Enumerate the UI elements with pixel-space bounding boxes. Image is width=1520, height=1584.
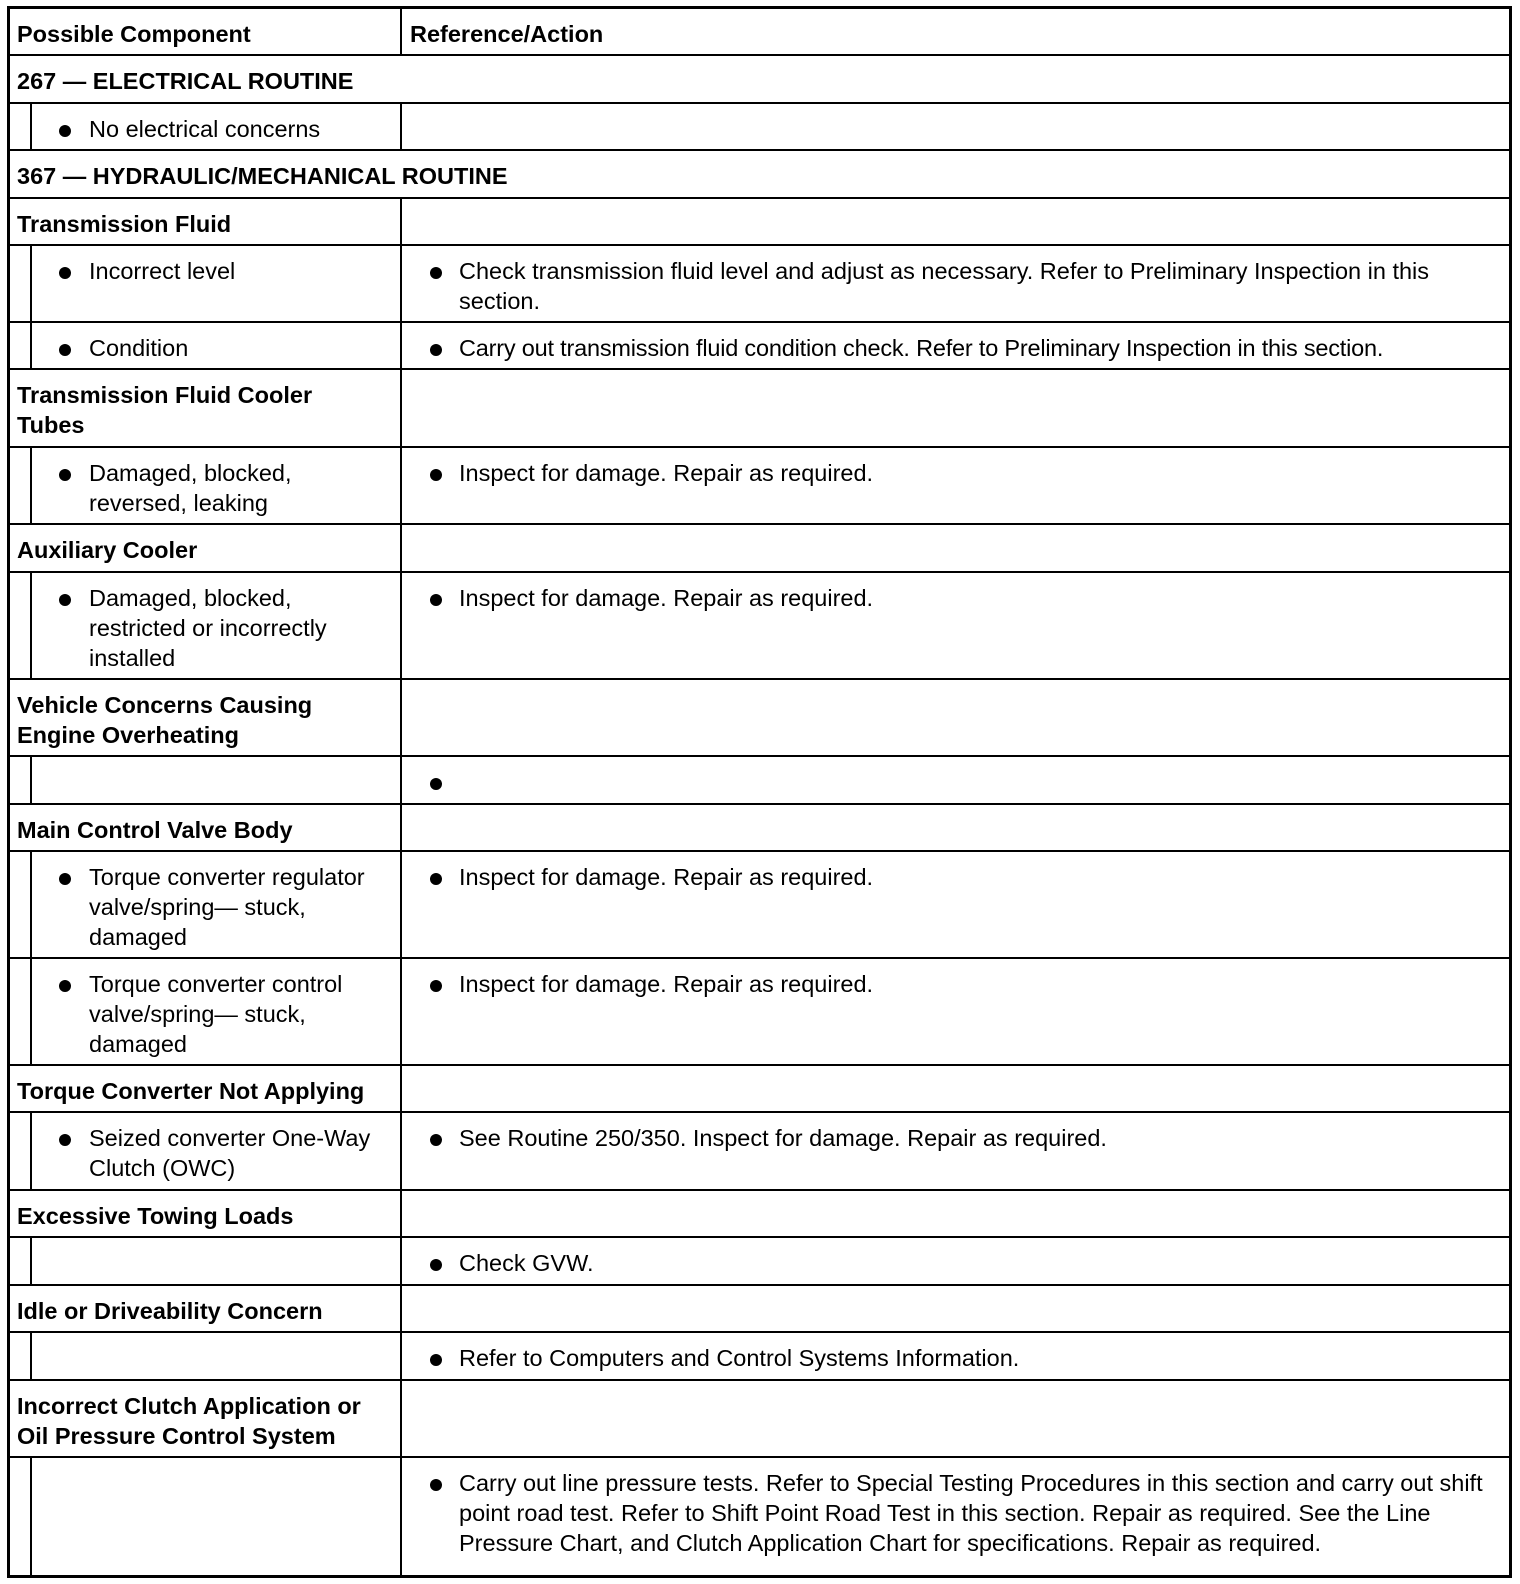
component-cell xyxy=(30,1458,402,1575)
component-text: No electrical concerns xyxy=(89,116,321,142)
component-cell xyxy=(30,323,402,368)
component-group-row xyxy=(10,1066,1509,1113)
table-row xyxy=(10,1113,1509,1191)
action-text: See Routine 250/350. Inspect for damage. Repair as required. xyxy=(459,1125,1107,1151)
component-text: Damaged, blocked, restricted or incorrectly installed xyxy=(89,585,327,671)
action-cell xyxy=(402,525,1509,571)
component-cell xyxy=(30,573,402,678)
component-group-row xyxy=(10,805,1509,852)
bullet-icon xyxy=(430,873,442,885)
action-cell xyxy=(402,370,1509,446)
routine-heading-row xyxy=(10,151,1509,199)
action-text: Refer to Computers and Control Systems Information. xyxy=(459,1345,1020,1371)
action-text: Inspect for damage. Repair as required. xyxy=(459,460,874,486)
component-cell xyxy=(30,959,402,1064)
action-text: Inspect for damage. Repair as required. xyxy=(459,864,874,890)
bullet-icon xyxy=(430,1134,442,1146)
action-cell xyxy=(402,1286,1509,1331)
table-row xyxy=(10,104,1509,151)
action-text: Inspect for damage. Repair as required. xyxy=(459,585,874,611)
component-text: Condition xyxy=(89,335,189,361)
bullet-icon xyxy=(59,594,71,606)
component-group-label: Main Control Valve Body xyxy=(10,805,402,850)
component-cell xyxy=(30,1333,402,1379)
action-cell xyxy=(402,805,1509,850)
table-row xyxy=(10,1458,1509,1575)
action-text: Check GVW. xyxy=(459,1250,594,1276)
bullet-icon xyxy=(59,267,71,279)
bullet-icon xyxy=(59,873,71,885)
component-group-row xyxy=(10,525,1509,573)
action-cell xyxy=(402,959,1509,1064)
action-text: Check transmission fluid level and adjust as necessary. Refer to Preliminary Inspection in this section. xyxy=(459,258,1430,314)
column-header-reference-action: Reference/Action xyxy=(410,21,604,47)
bullet-icon xyxy=(430,267,442,279)
table-row xyxy=(10,1333,1509,1381)
component-text: Torque converter control valve/spring— stuck, damaged xyxy=(89,971,343,1057)
component-group-label: Incorrect Clutch Application or Oil Pressure Control System xyxy=(10,1381,402,1456)
component-text: Incorrect level xyxy=(89,258,236,284)
action-cell xyxy=(402,1333,1509,1379)
action-cell xyxy=(402,1238,1509,1284)
table-row xyxy=(10,852,1509,959)
component-cell xyxy=(30,852,402,957)
component-group-row xyxy=(10,680,1509,757)
action-cell xyxy=(402,852,1509,957)
bullet-icon xyxy=(59,980,71,992)
routine-heading-row xyxy=(10,56,1509,104)
component-group-row xyxy=(10,370,1509,448)
routine-heading: 367 — HYDRAULIC/MECHANICAL ROUTINE xyxy=(17,163,508,189)
component-group-row xyxy=(10,1381,1509,1458)
bullet-icon xyxy=(59,469,71,481)
action-text: Inspect for damage. Repair as required. xyxy=(459,971,874,997)
component-text: Seized converter One-Way Clutch (OWC) xyxy=(89,1125,371,1181)
component-group-row xyxy=(10,199,1509,246)
action-cell xyxy=(402,1066,1509,1111)
table-row xyxy=(10,573,1509,680)
bullet-icon xyxy=(430,344,442,356)
action-cell xyxy=(402,104,1509,149)
component-group-label: Idle or Driveability Concern xyxy=(10,1286,402,1331)
component-group-label: Auxiliary Cooler xyxy=(10,525,402,571)
action-cell xyxy=(402,573,1509,678)
action-cell xyxy=(402,1191,1509,1236)
component-cell xyxy=(30,448,402,523)
bullet-icon xyxy=(430,1479,442,1491)
component-cell xyxy=(30,246,402,321)
component-cell xyxy=(30,1113,402,1189)
action-text: Carry out transmission fluid condition check. Refer to Preliminary Inspection in this section. xyxy=(459,335,1384,361)
component-group-label: Transmission Fluid xyxy=(10,199,402,244)
action-cell xyxy=(402,680,1509,755)
bullet-icon xyxy=(59,344,71,356)
column-header-possible-component: Possible Component xyxy=(10,9,402,54)
component-group-label: Torque Converter Not Applying xyxy=(10,1066,402,1111)
action-cell xyxy=(402,246,1509,321)
action-cell xyxy=(402,757,1509,803)
table-row xyxy=(10,448,1509,525)
component-cell xyxy=(30,104,402,149)
bullet-icon xyxy=(59,125,71,137)
bullet-icon xyxy=(430,778,442,790)
action-cell xyxy=(402,1113,1509,1189)
component-group-row xyxy=(10,1286,1509,1333)
component-text: Torque converter regulator valve/spring— stuck, damaged xyxy=(89,864,365,950)
component-group-label: Excessive Towing Loads xyxy=(10,1191,402,1236)
action-cell xyxy=(402,1458,1509,1575)
bullet-icon xyxy=(430,1354,442,1366)
component-text: Damaged, blocked, reversed, leaking xyxy=(89,460,292,516)
action-cell xyxy=(402,199,1509,244)
bullet-icon xyxy=(430,594,442,606)
action-cell xyxy=(402,448,1509,523)
action-cell xyxy=(402,323,1509,368)
table-row xyxy=(10,1238,1509,1286)
table-row xyxy=(10,959,1509,1066)
component-group-row xyxy=(10,1191,1509,1238)
table-row xyxy=(10,323,1509,370)
table-header-row xyxy=(10,9,1509,56)
component-cell xyxy=(30,1238,402,1284)
table-row xyxy=(10,246,1509,323)
action-text: Carry out line pressure tests. Refer to Special Testing Procedures in this section and carry out shift point road test. Refer to Shift Point Road Test in this section. Repair as required. See the Line Pressure Chart, and Clutch Application Chart for specifications. Repair as required. xyxy=(459,1470,1483,1556)
action-cell xyxy=(402,1381,1509,1456)
table-row xyxy=(10,757,1509,805)
routine-heading: 267 — ELECTRICAL ROUTINE xyxy=(17,68,354,94)
component-group-label: Vehicle Concerns Causing Engine Overheating xyxy=(10,680,402,755)
bullet-icon xyxy=(430,1259,442,1271)
component-group-label: Transmission Fluid Cooler Tubes xyxy=(10,370,402,446)
component-cell xyxy=(30,757,402,803)
bullet-icon xyxy=(430,469,442,481)
bullet-icon xyxy=(59,1134,71,1146)
bullet-icon xyxy=(430,980,442,992)
diagnosis-table xyxy=(7,6,1512,1578)
